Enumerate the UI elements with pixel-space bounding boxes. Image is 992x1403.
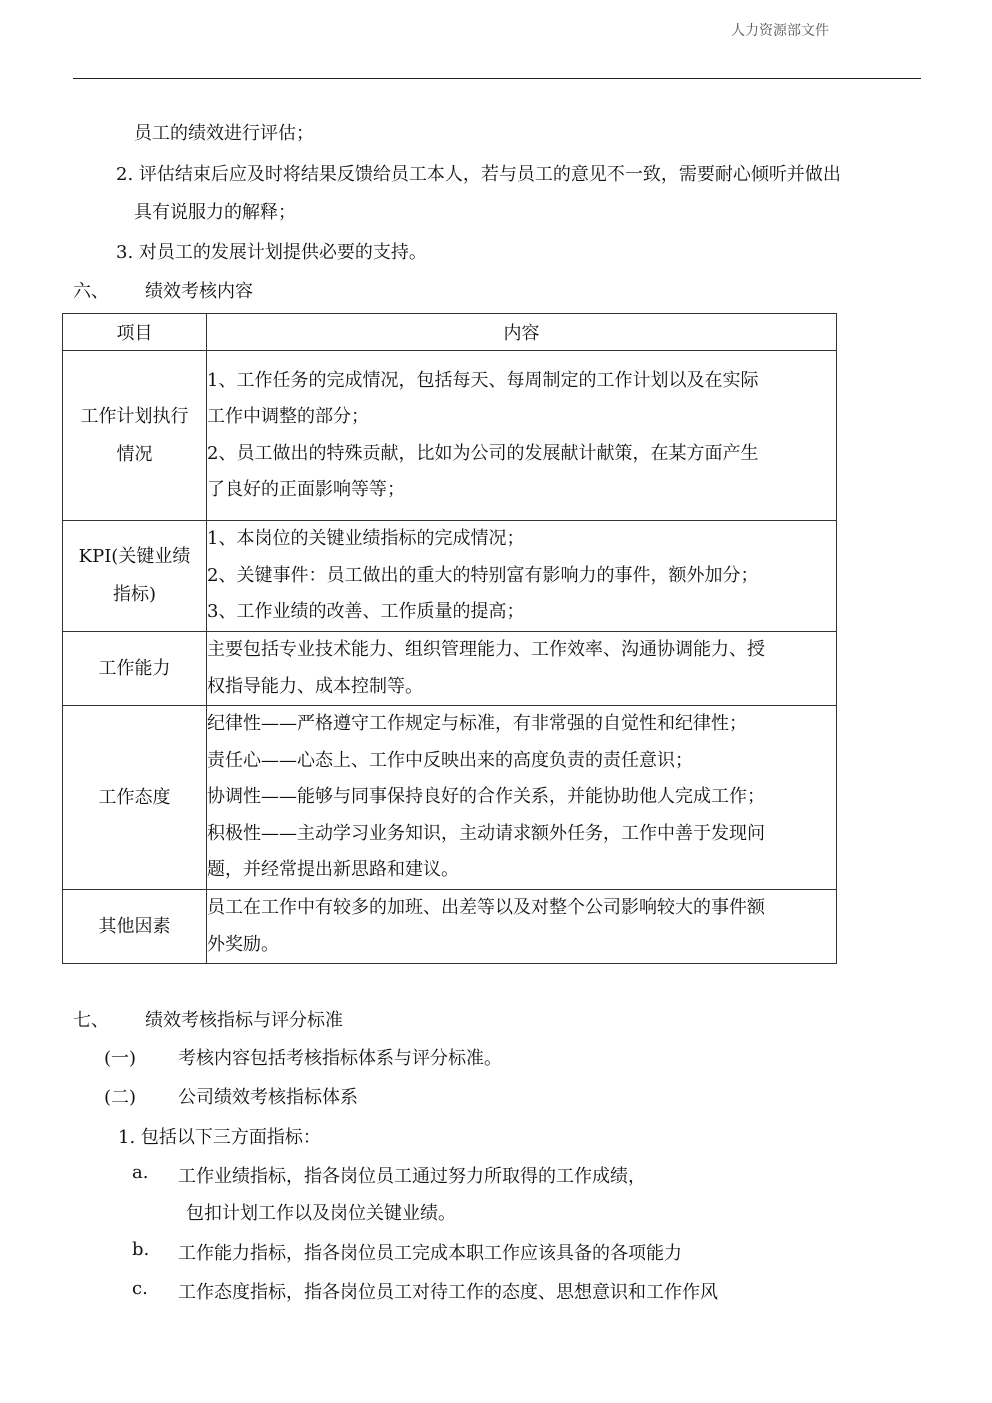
item-b-text: 工作能力指标，指各岗位员工完成本职工作应该具备的各项能力	[178, 1243, 682, 1264]
intro-line-1: 员工的绩效进行评估；	[134, 123, 314, 144]
row-item: KPI(关键业绩 指标)	[63, 521, 207, 632]
subsection2-text: 公司绩效考核指标体系	[178, 1087, 358, 1108]
document-header: 人力资源部文件	[731, 23, 829, 39]
row-item: 其他因素	[63, 890, 207, 964]
table-header-row	[63, 314, 837, 351]
row-content: 纪律性——严格遵守工作规定与标准，有非常强的自觉性和纪律性； 责任心——心态上、工作中反映出来的高度负责的责任意识； 协调性——能够与同事保持良好的合作关系，并能协助他人完成工作； 积极性——主动学习业务知识，主动请求额外任务，工作中善于发现问 题，并经常提出新思路和建议。	[207, 706, 837, 890]
header-divider	[73, 78, 921, 79]
section6-number: 六、	[73, 281, 109, 302]
item-c-label: c.	[132, 1278, 148, 1299]
row-content: 1、本岗位的关键业绩指标的完成情况； 2、关键事件：员工做出的重大的特别富有影响力的事件，额外加分； 3、工作业绩的改善、工作质量的提高；	[207, 521, 837, 632]
intro-line-2: 2. 评估结束后应及时将结果反馈给员工本人，若与员工的意见不一致，需要耐心倾听并做出	[116, 164, 841, 185]
row-content: 1、工作任务的完成情况，包括每天、每周制定的工作计划以及在实际 工作中调整的部分； 2、员工做出的特殊贡献，比如为公司的发展献计献策，在某方面产生 了良好的正面影响等等；	[207, 351, 837, 521]
section6-title: 绩效考核内容	[145, 281, 253, 302]
point-1: 1. 包括以下三方面指标：	[118, 1127, 321, 1148]
row-content: 主要包括专业技术能力、组织管理能力、工作效率、沟通协调能力、授 权指导能力、成本控制等。	[207, 632, 837, 706]
header-content: 内容	[207, 314, 837, 351]
table-row	[63, 521, 837, 632]
row-item: 工作计划执行 情况	[63, 351, 207, 521]
table-row	[63, 632, 837, 706]
subsection2-number: (二)	[104, 1087, 137, 1108]
performance-content-table	[62, 313, 837, 964]
subsection1-number: (一)	[104, 1048, 137, 1069]
table-row	[63, 890, 837, 964]
item-c-text: 工作态度指标，指各岗位员工对待工作的态度、思想意识和工作作风	[178, 1282, 718, 1303]
item-a-label: a.	[132, 1162, 149, 1183]
item-a-text: 工作业绩指标，指各岗位员工通过努力所取得的工作成绩，	[178, 1166, 646, 1187]
row-item: 工作能力	[63, 632, 207, 706]
table-row	[63, 706, 837, 890]
subsection1-text: 考核内容包括考核指标体系与评分标准。	[178, 1048, 502, 1069]
section7-title: 绩效考核指标与评分标准	[145, 1010, 343, 1031]
item-b-label: b.	[132, 1239, 150, 1260]
header-item: 项目	[63, 314, 207, 351]
table-row	[63, 351, 837, 521]
row-content: 员工在工作中有较多的加班、出差等以及对整个公司影响较大的事件额 外奖励。	[207, 890, 837, 964]
section7-number: 七、	[73, 1010, 109, 1031]
intro-line-3: 具有说服力的解释；	[134, 202, 296, 223]
item-a-continuation: 包扣计划工作以及岗位关键业绩。	[186, 1203, 456, 1224]
intro-line-4: 3. 对员工的发展计划提供必要的支持。	[116, 242, 427, 263]
row-item: 工作态度	[63, 706, 207, 890]
